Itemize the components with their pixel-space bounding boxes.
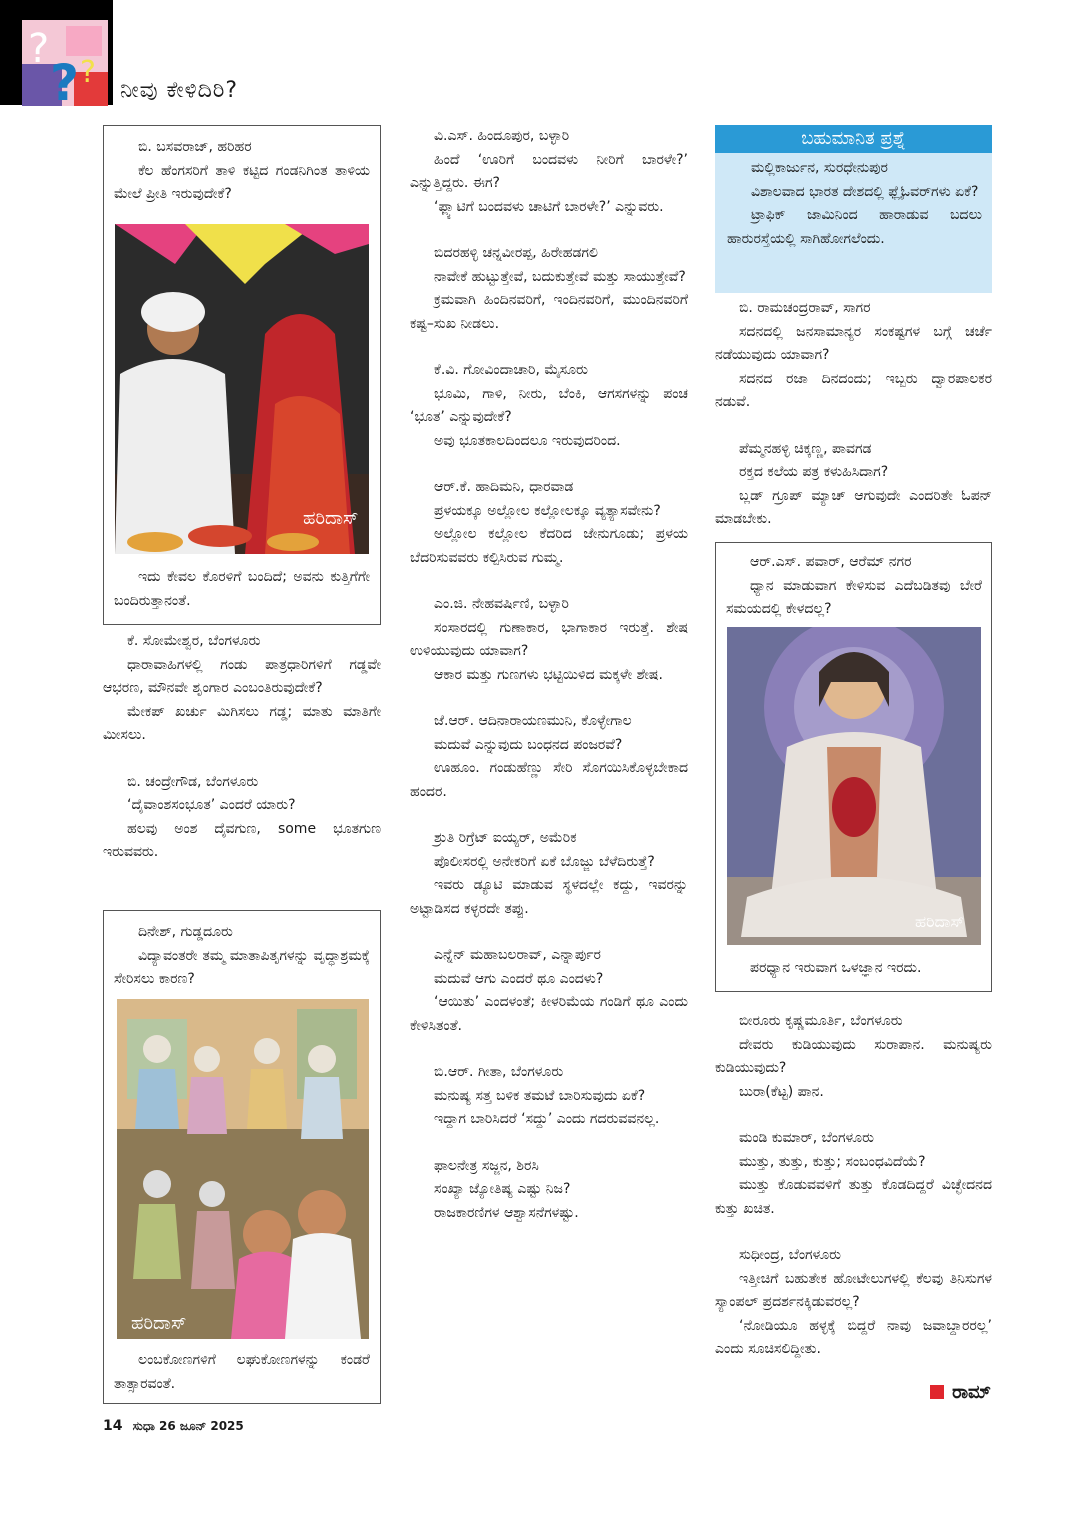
answer-text: ಮುತ್ತು ಕೊಡುವವಳಿಗೆ ತುತ್ತು ಕೊಡದಿದ್ದರೆ ವಿಚ್ಛೇದನದ ಕುತ್ತು ಖಚಿತ. — [715, 1177, 992, 1217]
wedding-illustration — [115, 224, 369, 554]
answer-text: ರಾಜಕಾರಣಿಗಳ ಆಶ್ವಾಸನೆಗಳಷ್ಟು. — [434, 1204, 579, 1221]
question-text: ಪ್ರಳಯಕ್ಕೂ ಅಲ್ಲೋಲ ಕಲ್ಲೋಲಕ್ಕೂ ವ್ಯತ್ಯಾಸವೇನು? — [434, 502, 661, 519]
qa-box-1 — [103, 125, 381, 625]
answer-text: ಟ್ರಾಫಿಕ್ ಜಾಮಿನಿಂದ ಹಾರಾಡುವ ಬದಲು ಹಾರುರಸ್ತೆಯಲ್ಲಿ ಸಾಗಿಹೋಗಲೆಂದು. — [727, 207, 982, 247]
qa-col3-bottom — [715, 1010, 992, 1362]
prize-question-box — [715, 125, 992, 293]
answer-text: ಹಲವು ಅಂಶ ದೈವಗುಣ, some ಭೂತಗುಣ ಇರುವವರು. — [103, 820, 381, 860]
answer-text: ಇವರು ಡ್ಯೂಟಿ ಮಾಡುವ ಸ್ಥಳದಲ್ಲೇ ಕದ್ದು, ಇವರನ್ನು ಅಟ್ಟಾಡಿಸದ ಕಳ್ಳರದೇ ತಪ್ಪು. — [410, 877, 688, 917]
answer-text: ಇದ್ದಾಗ ಬಾರಿಸಿದರೆ ‘ಸದ್ದು’ ಎಂದು ಗದರುವವನಲ್ಲ. — [434, 1111, 660, 1127]
question-text: ಕೆಲ ಹೆಂಗಸರಿಗೆ ತಾಳಿ ಕಟ್ಟಿದ ಗಂಡನಿಗಿಂತ ತಾಳಿಯ ಮೇಲೆ ಪ್ರೀತಿ ಇರುವುದೇಕೆ? — [114, 162, 370, 202]
questioner-name: ಶ್ರುತಿ ರಿಗ್ರೆಟ್ ಐಯ್ಯರ್, ಅಮೆರಿಕ — [434, 830, 577, 846]
answer-caption: ಲಂಬಕೋಣಗಳಿಗೆ ಲಘುಕೋಣಗಳನ್ನು ಕಂಡರೆ ತಾತ್ಸಾರವಂತೆ. — [114, 1352, 370, 1392]
questioner-name: ಕೆ. ಸೋಮೇಶ್ವರ, ಬೆಂಗಳೂರು — [127, 633, 261, 649]
qa-col3-top — [715, 297, 992, 532]
qa-col1-2 — [103, 630, 381, 865]
answer-text: ‘ನೋಡಿಯೂ ಹಳ್ಳಕ್ಕೆ ಬಿದ್ದರೆ ನಾವು ಜವಾಬ್ದಾರರಲ್ಲ’ ಎಂದು ಸೂಚಿಸಲಿದ್ದೀತು. — [715, 1317, 992, 1357]
questioner-name: ಕೆ.ವಿ. ಗೋವಿಂದಾಚಾರಿ, ಮೈಸೂರು — [434, 362, 588, 378]
answer-text: ಮೇಕಪ್ ಖರ್ಚು ಮಿಗಿಸಲು ಗಡ್ಡ; ಮಾತು ಮಾತಿಗೇ ಮೀಸಲು. — [103, 703, 381, 743]
question-text: ಮದುವೆ ಆಗು ಎಂದರೆ ಥೂ ಎಂದಳು? — [434, 970, 604, 987]
questioner-name: ಬಿ. ಚಂದ್ರೇಗೌಡ, ಬೆಂಗಳೂರು — [127, 773, 259, 790]
qa-box-3 — [715, 542, 992, 992]
answer-text: ಅವು ಭೂತಕಾಲದಿಂದಲೂ ಇರುವುದರಿಂದ. — [434, 432, 621, 449]
answer-text: ಅಲ್ಲೋಲ ಕಲ್ಲೋಲ ಕೆದರಿದ ಜೇನುಗೂಡು; ಪ್ರಳಯ ಬೆದರಿಸುವವರು ಕಲ್ಪಿಸಿರುವ ಗುಮ್ಮ. — [410, 526, 688, 566]
question-text: ಪೊಲೀಸರಲ್ಲಿ ಅನೇಕರಿಗೆ ಏಕೆ ಬೊಜ್ಜು ಬೆಳೆದಿರುತ್ತೆ? — [434, 853, 655, 870]
questioner-name: ಮಂಡಿ ಕುಮಾರ್, ಬೆಂಗಳೂರು — [739, 1130, 874, 1146]
answer-caption: ಪರಧ್ಯಾನ ಇರುವಾಗ ಒಳಜ್ಞಾನ ಇರದು. — [750, 960, 922, 976]
answer-caption: ಇದು ಕೇವಲ ಕೊರಳಿಗೆ ಬಂದಿದೆ; ಅವನು ಕುತ್ತಿಗೆಗೇ ಬಂದಿರುತ್ತಾನಂತೆ. — [114, 569, 370, 609]
questioner-name: ಎಂ.ಜಿ. ನೇಹವರ್ಷಿಣಿ, ಬಳ್ಳಾರಿ — [434, 596, 569, 612]
question-text: ನಾವೇಕೆ ಹುಟ್ಟುತ್ತೇವೆ, ಬದುಕುತ್ತೇವೆ ಮತ್ತು ಸಾಯುತ್ತೇವೆ? — [434, 268, 686, 285]
question-text: ರಕ್ತದ ಕಲೆಯ ಪತ್ರ ಕಳುಹಿಸಿದಾಗ? — [739, 464, 889, 480]
question-text: ಮದುವೆ ಎನ್ನುವುದು ಬಂಧನದ ಪಂಜರವೆ? — [434, 736, 623, 753]
svg-text:ಹರಿದಾಸ್: ಹರಿದಾಸ್ — [915, 912, 965, 931]
page-number: 14 — [103, 1418, 123, 1434]
svg-text:ಹರಿದಾಸ್: ಹರಿದಾಸ್ — [131, 1313, 187, 1334]
questioner-name: ಬಿದರಹಳ್ಳಿ ಚನ್ನವೀರಪ್ಪ, ಹಿರೇಹಡಗಲಿ — [434, 245, 598, 261]
signature-text: ರಾಮ್ — [952, 1382, 991, 1403]
question-text: ಮನುಷ್ಯ ಸತ್ತ ಬಳಿಕ ತಮಟೆ ಬಾರಿಸುವುದು ಏಕೆ? — [434, 1087, 646, 1104]
svg-text:?: ? — [28, 26, 50, 72]
questioner-name: ವಿ.ಎಸ್. ಹಿಂದೂಪುರ, ಬಳ್ಳಾರಿ — [434, 128, 570, 144]
answer-text: ‘ಫ್ಲ್ಯಾಟಿಗೆ ಬಂದವಳು ಚಾಟಿಗೆ ಬಾರಳೇ?’ ಎನ್ನುವರು. — [434, 198, 664, 215]
red-square-icon — [930, 1385, 944, 1399]
question-text: ‘ದೈವಾಂಶಸಂಭೂತ’ ಎಂದರೆ ಯಾರು? — [127, 797, 296, 813]
questioner-name: ಫಾಲನೇತ್ರ ಸಜ್ಜನ, ಶಿರಸಿ — [434, 1157, 539, 1174]
question-text: ಹಿಂದೆ ‘ಊರಿಗೆ ಬಂದವಳು ನೀರಿಗೆ ಬಾರಳೇ?’ ಎನ್ನುತ್ತಿದ್ದರು. ಈಗ? — [410, 151, 688, 191]
questioner-name: ಬಿ.ಆರ್. ಗೀತಾ, ಬೆಂಗಳೂರು — [434, 1064, 564, 1080]
meditation-illustration — [727, 627, 981, 945]
question-text: ಸಂಸಾರದಲ್ಲಿ ಗುಣಾಕಾರ, ಭಾಗಾಕಾರ ಇರುತ್ತೆ. ಶೇಷ ಉಳಿಯುವುದು ಯಾವಾಗ? — [410, 619, 688, 659]
question-text: ಇತ್ತೀಚಿಗೆ ಬಹುತೇಕ ಹೋಟೇಲುಗಳಲ್ಲಿ ಕೆಲವು ತಿನಿಸುಗಳ ಸ್ಯಾಂಪಲ್ ಪ್ರದರ್ಶನಕ್ಕಿಡುವರಲ್ಲ? — [715, 1270, 992, 1310]
question-text: ವಿಶಾಲವಾದ ಭಾರತ ದೇಶದಲ್ಲಿ ಫ್ಲೈಓವರ್‌ಗಳು ಏಕೆ? — [751, 183, 979, 200]
questioner-name: ಆರ್.ಕೆ. ಹಾದಿಮನಿ, ಧಾರವಾಡ — [434, 479, 574, 495]
questioner-name: ಆರ್.ಎಸ್. ಪವಾರ್, ಆರೆಮ್ ನಗರ — [750, 554, 912, 570]
page-footer — [103, 1418, 244, 1434]
qa-box-2 — [103, 910, 381, 1404]
author-signature — [930, 1382, 991, 1403]
prize-question-title: ಬಹುಮಾನಿತ ಪ್ರಶ್ನೆ — [715, 125, 992, 153]
answer-text: ಸದನದ ರಜಾ ದಿನದಂದು; ಇಬ್ಬರು ದ್ವಾರಪಾಲಕರ ನಡುವೆ. — [715, 370, 992, 410]
questioner-name: ಸುಧೀಂದ್ರ, ಬೆಂಗಳೂರು — [739, 1247, 842, 1263]
question-text: ಧ್ಯಾನ ಮಾಡುವಾಗ ಕೇಳಿಸುವ ಎದೆಬಡಿತವು ಬೇರೆ ಸಮಯದಲ್ಲಿ ಕೇಳದಲ್ಲ? — [726, 577, 982, 617]
publication-date: ಸುಧಾ 26 ಜೂನ್ 2025 — [132, 1419, 244, 1433]
questioner-name: ಮಲ್ಲಿಕಾರ್ಜುನ, ಸುರಧೇನುಪುರ — [751, 160, 888, 176]
question-text: ಸಂಖ್ಯಾ ಜ್ಯೋತಿಷ್ಯ ಎಷ್ಟು ನಿಜ? — [434, 1181, 571, 1197]
qa-column-2 — [410, 125, 688, 1225]
answer-text: ಊಹೂಂ. ಗಂಡುಹೆಣ್ಣು ಸೇರಿ ಸೊಗಯಿಸಿಕೊಳ್ಳಬೇಕಾದ ಹಂದರ. — [410, 760, 688, 800]
answer-text: ಬುರಾ(ಕೆಟ್ಟ) ಪಾನ. — [739, 1083, 824, 1100]
questioner-name: ಎನ್ನೆನ್ ಮಹಾಬಲರಾವ್, ಎನ್ನಾರ್ಪುರ — [434, 947, 601, 963]
question-text: ಧಾರಾವಾಹಿಗಳಲ್ಲಿ ಗಂಡು ಪಾತ್ರಧಾರಿಗಳಿಗೆ ಗಡ್ಡವೇ ಆಭರಣ, ಮೌನವೇ ಶೃಂಗಾರ ಎಂಬಂತಿರುವುದೇಕೆ? — [103, 656, 381, 696]
question-text: ಭೂಮಿ, ಗಾಳಿ, ನೀರು, ಬೆಂಕಿ, ಆಗಸಗಳನ್ನು ಪಂಚ ‘ಭೂತ’ ಎನ್ನುವುದೇಕೆ? — [410, 385, 688, 425]
questioner-name: ಪೆಮ್ಮನಹಳ್ಳಿ ಚಿಕ್ಕಣ್ಣ, ಪಾವಗಡ — [739, 440, 872, 457]
question-text: ಮುತ್ತು, ತುತ್ತು, ಕುತ್ತು; ಸಂಬಂಧವಿದೆಯೆ? — [739, 1153, 926, 1170]
questioner-name: ಬಿ. ಬಸವರಾಜ್, ಹರಿಹರ — [138, 139, 252, 155]
questioner-name: ಬಿ. ರಾಮಚಂದ್ರರಾವ್, ಸಾಗರ — [739, 300, 871, 316]
page-title: ನೀವು ಕೇಳಿದಿರಿ? — [120, 78, 239, 103]
question-mark-logo-icon — [22, 20, 108, 106]
answer-text: ಬ್ಲಡ್ ಗ್ರೂಪ್ ಮ್ಯಾಚ್ ಆಗುವುದೇ ಎಂದರಿತೇ ಓಪನ್ ಮಾಡಬೇಕು. — [715, 487, 992, 527]
question-text: ದೇವರು ಕುಡಿಯುವುದು ಸುರಾಪಾನ. ಮನುಷ್ಯರು ಕುಡಿಯುವುದು? — [715, 1036, 992, 1076]
questioner-name: ಬೀರೂರು ಕೃಷ್ಣಮೂರ್ತಿ, ಬೆಂಗಳೂರು — [739, 1013, 903, 1029]
answer-text: ಕ್ರಮವಾಗಿ ಹಿಂದಿನವರಿಗೆ, ಇಂದಿನವರಿಗೆ, ಮುಂದಿನವರಿಗೆ ಕಷ್ಟ–ಸುಖ ನೀಡಲು. — [410, 292, 688, 332]
question-text: ಸದನದಲ್ಲಿ ಜನಸಾಮಾನ್ಯರ ಸಂಕಷ್ಟಗಳ ಬಗ್ಗೆ ಚರ್ಚೆ ನಡೆಯುವುದು ಯಾವಾಗ? — [715, 323, 992, 363]
questioner-name: ಜೆ.ಆರ್. ಆದಿನಾರಾಯಣಮುನಿ, ಕೊಳ್ಳೇಗಾಲ — [434, 713, 632, 729]
svg-text:ಹರಿದಾಸ್: ಹರಿದಾಸ್ — [303, 508, 359, 529]
answer-text: ಆಕಾರ ಮತ್ತು ಗುಣಗಳು ಭಟ್ಟಿಯಿಳಿದ ಮಕ್ಕಳೇ ಶೇಷ. — [434, 666, 663, 683]
questioner-name: ದಿನೇಶ್, ಗುಡ್ಡದೂರು — [138, 924, 233, 940]
old-age-home-illustration — [117, 999, 369, 1339]
answer-text: ‘ಆಯಿತು’ ಎಂದಳಂತೆ; ಕೀಳರಿಮೆಯ ಗಂಡಿಗೆ ಥೂ ಎಂದು ಕೇಳಿಸಿತಂತೆ. — [410, 994, 688, 1034]
question-text: ವಿದ್ಯಾವಂತರೇ ತಮ್ಮ ಮಾತಾಪಿತೃಗಳನ್ನು ವೃದ್ಧಾಶ್ರಮಕ್ಕೆ ಸೇರಿಸಲು ಕಾರಣ? — [114, 947, 370, 987]
svg-text:?: ? — [80, 55, 96, 90]
svg-text:?: ? — [50, 54, 80, 106]
